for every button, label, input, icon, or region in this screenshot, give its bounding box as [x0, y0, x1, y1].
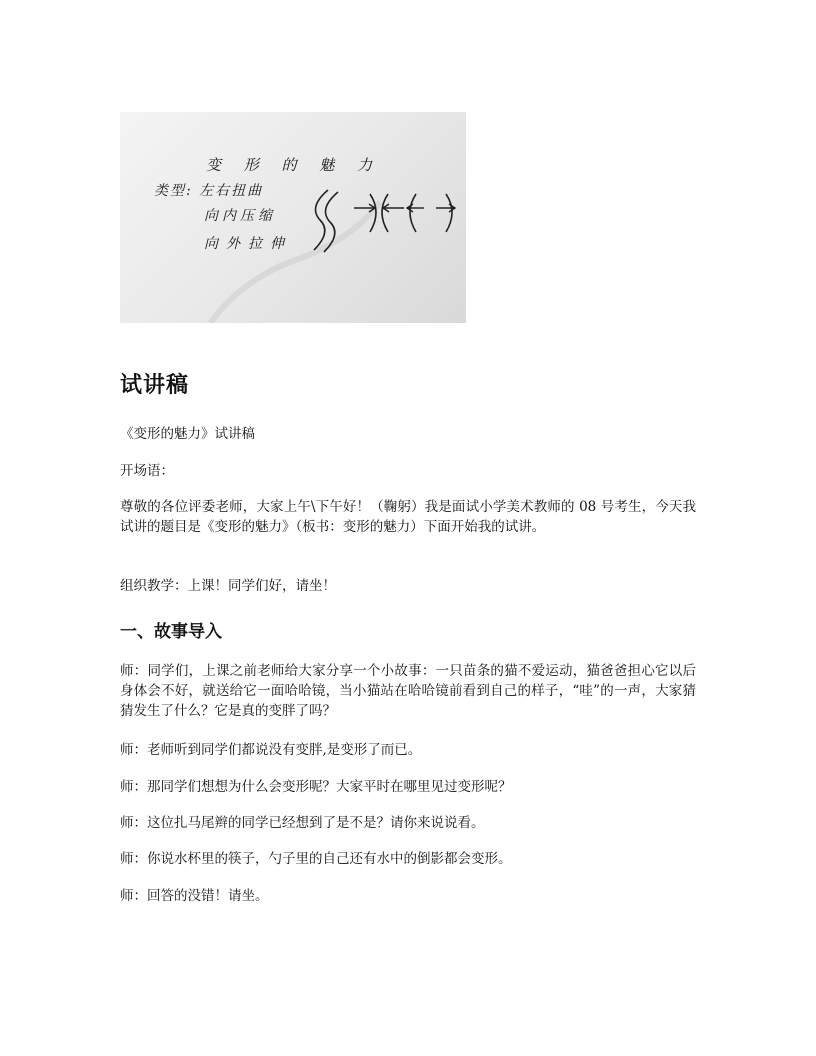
stretch-arc-right	[446, 194, 452, 232]
photo-type-line: 类型: 左右扭曲	[154, 183, 264, 199]
organize-paragraph: 组织教学：上课！同学们好，请坐！	[120, 578, 336, 594]
page-title: 试讲稿	[120, 373, 190, 398]
dialogue-line: 师：这位扎马尾辫的同学已经想到了是不是？请你来说说看。	[120, 815, 485, 831]
dialogue-line: 师：回答的没错！请坐。	[120, 888, 269, 904]
compress-arc-right	[382, 194, 388, 232]
subtitle-paragraph: 《变形的魅力》试讲稿	[120, 426, 255, 442]
dialogue-line: 师：老师听到同学们都说没有变胖,是变形了而已。	[120, 742, 422, 758]
dialogue-line: 师：你说水杯里的筷子，勺子里的自己还有水中的倒影都会变形。	[120, 851, 512, 867]
blackboard-photo	[120, 112, 466, 323]
opening-paragraph: 尊敬的各位评委老师，大家上午\下午好！（鞠躬）我是面试小学美术教师的 08 号考生，今天我试讲的题目是《变形的魅力》（板书：变形的魅力）下面开始我的试讲。	[120, 499, 696, 535]
dialogue-line: 师：那同学们想想为什么会变形呢？大家平时在哪里见过变形呢？	[120, 779, 512, 795]
photo-title: 变 形 的 魅 力	[206, 156, 382, 174]
dialogue-line: 师：同学们，上课之前老师给大家分享一个小故事：一只苗条的猫不爱运动，猫爸爸担心它以后身体会不好，就送给它一面哈哈镜，当小猫站在哈哈镜前看到自己的样子，“哇”的一声，大家猜猜发生了什么？它是真的变胖了吗？	[120, 663, 696, 719]
photo-outward-line: 向外拉伸	[204, 236, 292, 252]
section-heading: 一、故事导入	[120, 622, 222, 642]
photo-inward-line: 向内压缩	[204, 208, 276, 224]
photo-drawing	[120, 112, 466, 323]
stretch-arc-left	[410, 194, 416, 232]
twist-line-1	[314, 190, 328, 250]
opening-label: 开场语：	[120, 463, 174, 479]
